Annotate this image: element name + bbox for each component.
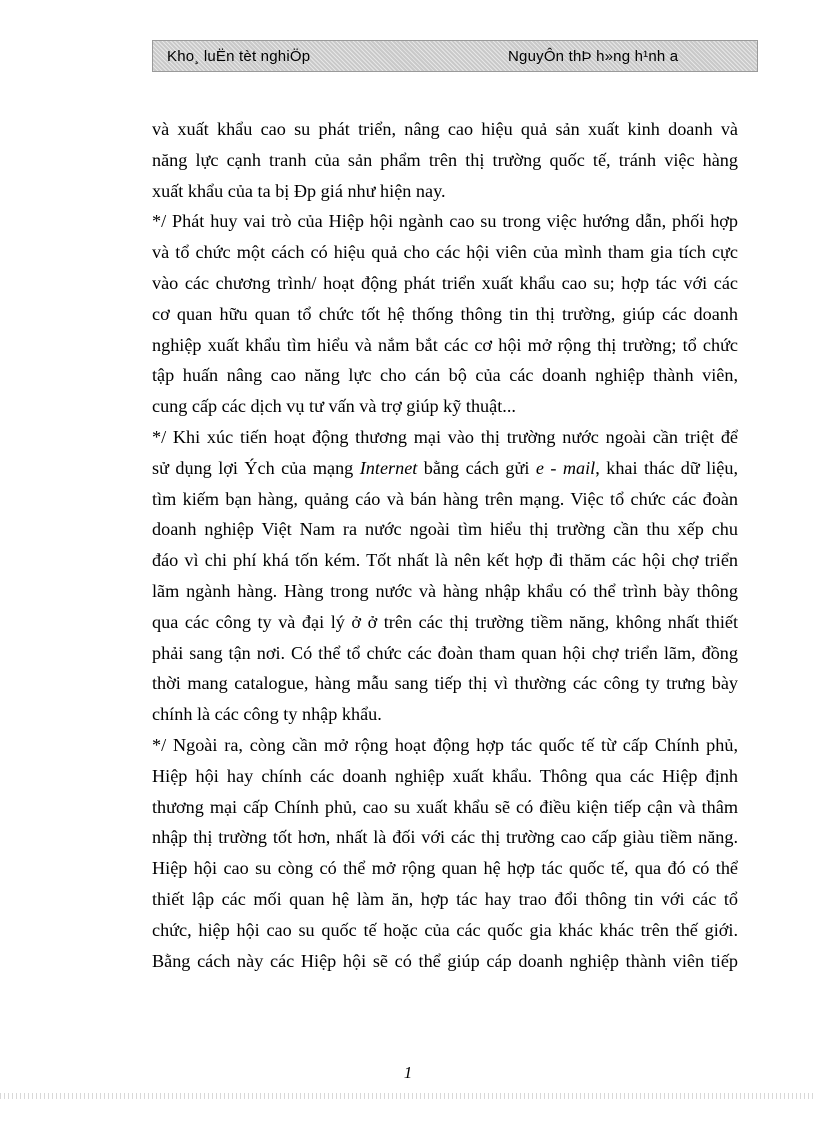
text-line: năng lực cạnh tranh của sản phẩm trên thị trường quốc tế, tránh việc hàng: [152, 149, 738, 170]
text-line: Bằng cách này các Hiệp hội sẽ có thể giúp cáp doanh nghiệp thành viên tiếp: [152, 950, 738, 971]
text-line: nhập thị trường tốt hơn, nhất là đối với các thị trường cao cấp giàu tiềm năng.: [152, 827, 738, 848]
text-line: phải sang tận nơi. Có thể tổ chức các đoàn tham quan hội chợ triển lãm, đồng: [152, 642, 738, 663]
text-line: qua các công ty và đại lý ở ở trên các thị trường tiềm năng, không nhất thiết: [152, 611, 738, 632]
text-line: cung cấp các dịch vụ tư vấn và trợ giúp kỹ thuật...: [152, 396, 516, 417]
text-segment: sử dụng lợi Ých của mạng: [152, 457, 360, 478]
text-line: */ Khi xúc tiến hoạt động thương mại vào thị trường nước ngoài cần triệt để: [152, 426, 738, 447]
text-line-with-italics: [152, 453, 738, 484]
text-line: thương mại cấp Chính phủ, cao su xuất khẩu sẽ có điều kiện tiếp cận và thâm: [152, 796, 738, 817]
text-line: chức, hiệp hội cao su quốc tế hoặc của các quốc gia khác khác trên thế giới.: [152, 919, 738, 940]
text-segment: bằng cách gửi: [417, 457, 536, 478]
text-line: doanh nghiệp Việt Nam ra nước ngoài tìm hiểu thị trường cần thu xếp chu: [152, 519, 738, 540]
text-line: đáo vì chi phí khá tốn kém. Tốt nhất là nên kết hợp đi thăm các hội chợ triển: [152, 550, 738, 571]
header-title-left: Kho¸ luËn tèt nghiÖp: [167, 48, 311, 65]
text-line: thời mang catalogue, hàng mẫu sang tiếp thị vì thường các công ty trưng bày: [152, 673, 738, 694]
page-number: 1: [403, 1063, 413, 1082]
text-line: xuất khẩu của ta bị Ðp giá như hiện nay.: [152, 180, 446, 201]
text-line: và tổ chức một cách có hiệu quả cho các hội viên của mình tham gia tích cực: [152, 242, 738, 263]
text-line: và xuất khẩu cao su phát triển, nâng cao hiệu quả sản xuất kinh doanh và: [152, 119, 738, 139]
text-line: Hiệp hội cao su còng có thể mở rộng quan hệ hợp tác quốc tế, qua đó có thể: [152, 858, 738, 879]
text-line: vào các chương trình/ hoạt động phát triển xuất khẩu cao su; hợp tác với các: [152, 272, 738, 293]
text-line: */ Ngoài ra, còng cần mở rộng hoạt động hợp tác quốc tế từ cấp Chính phủ,: [152, 734, 738, 755]
text-line: tập huấn nâng cao năng lực cho cán bộ của các doanh nghiệp thành viên,: [152, 365, 738, 386]
page-header: [152, 40, 758, 72]
text-segment: , khai thác dữ liệu,: [595, 457, 738, 478]
italic-term-internet: Internet: [359, 457, 418, 478]
text-line: cơ quan hữu quan tổ chức tốt hệ thống thông tin thị trường, giúp các doanh: [152, 303, 738, 324]
text-line: nghiệp xuất khẩu tìm hiểu và nắm bắt các cơ hội mở rộng thị trường; tổ chức: [152, 334, 738, 355]
text-line: Hiệp hội hay chính các doanh nghiệp xuất khẩu. Thông qua các Hiệp định: [152, 765, 738, 786]
header-author-right: NguyÔn thÞ h»ng h¹nh a: [508, 48, 679, 65]
text-line: lãm ngành hàng. Hàng trong nước và hàng nhập khẩu có thể trình bày thông: [152, 580, 738, 601]
page-bottom-divider: [0, 1093, 816, 1099]
text-line: thiết lập các mối quan hệ làm ăn, hợp tác hay trao đổi thông tin với các tổ: [152, 888, 738, 909]
italic-term-email: e - mail: [535, 457, 596, 478]
text-line: tìm kiếm bạn hàng, quảng cáo và bán hàng trên mạng. Việc tổ chức các đoàn: [152, 488, 738, 509]
text-line: */ Phát huy vai trò của Hiệp hội ngành cao su trong việc hướng dẫn, phối hợp: [152, 211, 738, 232]
document-body: [152, 114, 738, 976]
text-line: chính là các công ty nhập khẩu.: [152, 704, 382, 725]
